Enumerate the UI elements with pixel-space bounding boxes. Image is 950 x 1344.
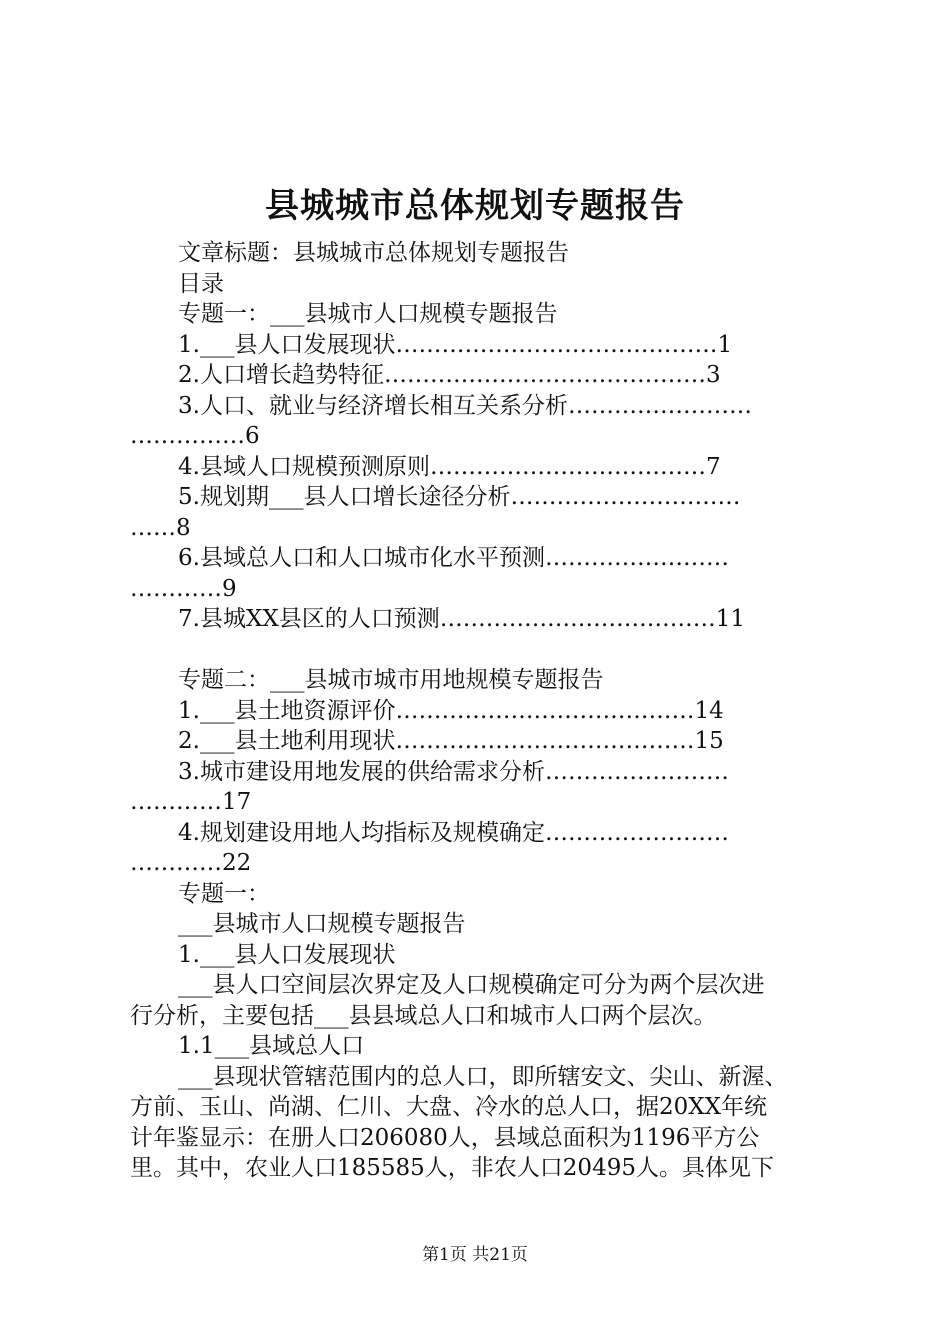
text-line: ___县城市人口规模专题报告: [178, 911, 466, 937]
text-line: 行分析，主要包括___县县域总人口和城市人口两个层次。: [130, 1002, 717, 1029]
text-line: 专题一：___县城市人口规模专题报告: [178, 301, 558, 327]
text-line: 2.___县土地利用现状…………………………………15: [178, 728, 724, 754]
text-line: 2.人口增长趋势特征……………………………………3: [178, 362, 721, 388]
text-line: 里。其中，农业人口185585人，非农人口20495人。具体见下: [130, 1155, 774, 1181]
document-body: [130, 238, 830, 1184]
text-line: 6.县域总人口和人口城市化水平预测……………………: [178, 545, 729, 571]
text-line: 5.规划期___县人口增长途径分析…………………………: [178, 484, 741, 510]
text-line: 1.___县土地资源评价…………………………………14: [178, 697, 724, 724]
page-footer: 第1页 共21页: [422, 1245, 528, 1265]
text-line: ……………6: [130, 423, 260, 449]
text-line: 专题二：___县城市城市用地规模专题报告: [178, 667, 604, 693]
text-line: 文章标题：县城城市总体规划专题报告: [178, 240, 569, 266]
text-line: ……8: [130, 514, 191, 541]
text-line: 4.县域人口规模预测原则………………………………7: [178, 453, 721, 480]
text-line: 3.城市建设用地发展的供给需求分析……………………: [178, 758, 729, 785]
text-line: …………22: [130, 850, 252, 876]
text-line: 1.___县人口发展现状……………………………………1: [178, 331, 733, 358]
text-line: …………9: [130, 575, 237, 602]
text-line: 1.___县人口发展现状: [178, 941, 396, 968]
text-line: ___县人口空间层次界定及人口规模确定可分为两个层次进: [178, 972, 765, 998]
text-line: 4.规划建设用地人均指标及规模确定……………………: [178, 819, 729, 846]
text-line: 7.县城XX县区的人口预测………………………………11: [178, 606, 745, 632]
text-line: 计年鉴显示：在册人口206080人，县域总面积为1196平方公: [130, 1124, 760, 1151]
text-line: 3.人口、就业与经济增长相互关系分析……………………: [178, 392, 752, 419]
text-line: …………17: [130, 789, 252, 815]
text-line: 方前、玉山、尚湖、仁川、大盘、冷水的总人口，据20XX年统: [130, 1094, 768, 1120]
document-title: 县城城市总体规划专题报告: [265, 186, 685, 226]
text-line: ___县现状管辖范围内的总人口，即所辖安文、尖山、新渥、: [178, 1063, 788, 1090]
text-line: 目录: [178, 270, 224, 297]
text-line: 专题一：: [178, 880, 270, 907]
text-line: [130, 635, 830, 666]
text-line: 1.1___县域总人口: [178, 1033, 365, 1059]
